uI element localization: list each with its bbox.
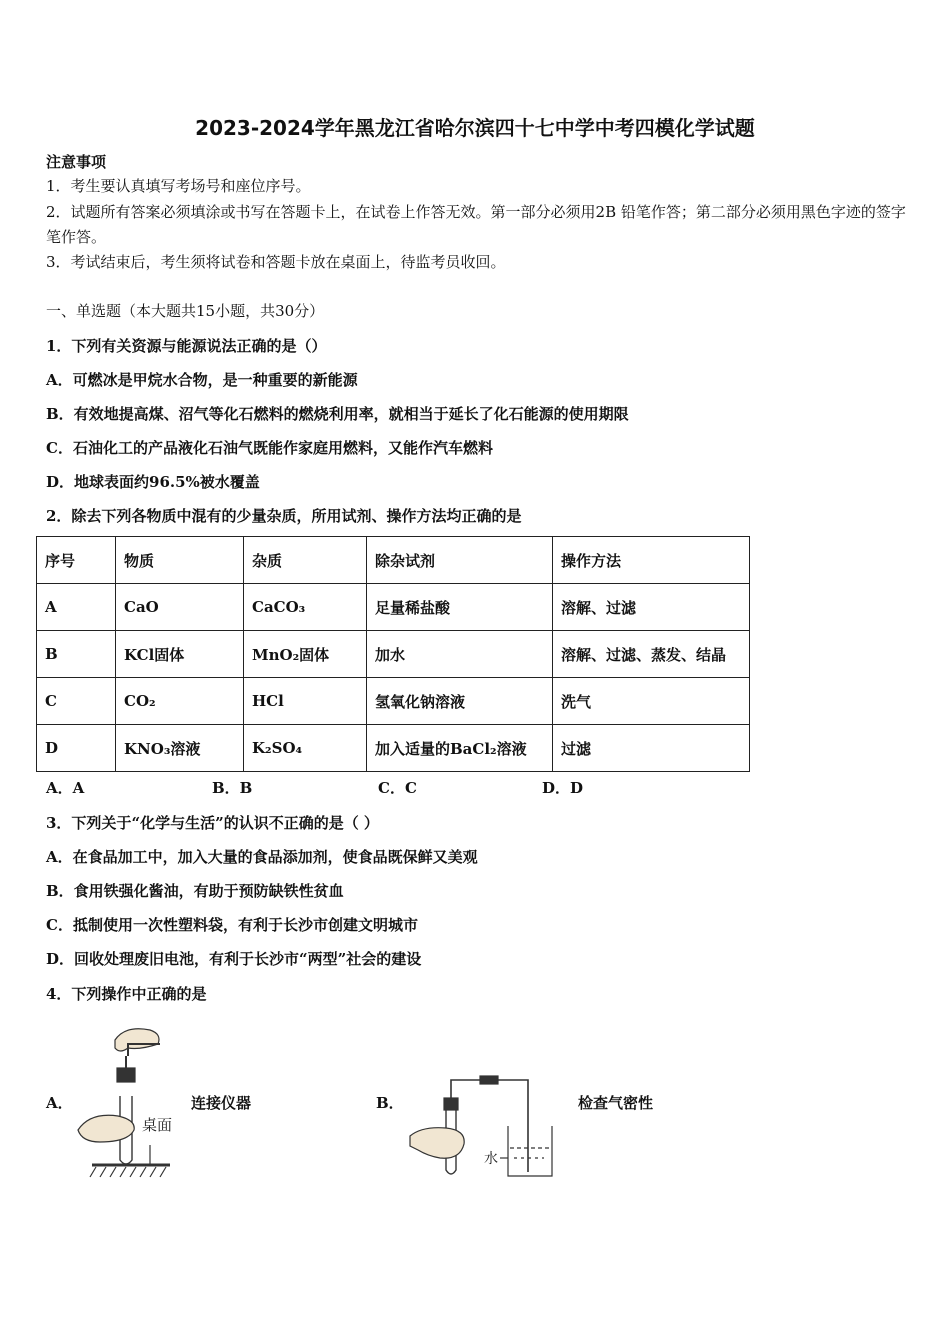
question-2-answer-b: B．B xyxy=(212,779,253,797)
table-cell: 加水 xyxy=(367,631,553,678)
table-header: 除杂试剂 xyxy=(367,537,553,584)
table-row xyxy=(37,631,750,678)
table-cell: 足量稀盐酸 xyxy=(367,584,553,631)
connect-apparatus-figure xyxy=(70,1020,180,1180)
table-cell: 加入适量的BaCl₂溶液 xyxy=(367,725,553,772)
question-1-option-a: A．可燃冰是甲烷水合物，是一种重要的新能源 xyxy=(46,371,358,389)
question-4-option-b-caption: 检查气密性 xyxy=(578,1094,654,1112)
table-row xyxy=(37,678,750,725)
question-4-option-a-caption: 连接仪器 xyxy=(191,1094,252,1112)
table-header: 杂质 xyxy=(244,537,367,584)
table-cell: MnO₂固体 xyxy=(244,631,367,678)
table-row xyxy=(37,725,750,772)
section-heading: 一、单选题（本大题共15小题，共30分） xyxy=(46,302,325,320)
note-item: 2．试题所有答案必须填涂或书写在答题卡上，在试卷上作答无效。第一部分必须用2B 铅笔作答；第二部分必须用黑色字迹的签字笔作答。 xyxy=(46,203,906,246)
table-cell: C xyxy=(37,678,116,725)
water-label: 水 xyxy=(484,1151,498,1167)
question-3-option-a: A．在食品加工中，加入大量的食品添加剂，使食品既保鲜又美观 xyxy=(46,848,478,866)
question-3-stem: 3．下列关于“化学与生活”的认识不正确的是（ ） xyxy=(46,814,379,832)
table-header: 操作方法 xyxy=(553,537,750,584)
question-4-option-b-letter: B． xyxy=(376,1094,404,1112)
table-cell: 洗气 xyxy=(553,678,750,725)
table-header: 物质 xyxy=(116,537,244,584)
table-header: 序号 xyxy=(37,537,116,584)
table-cell: B xyxy=(37,631,116,678)
question-4-stem: 4．下列操作中正确的是 xyxy=(46,985,207,1003)
table-cell: 溶解、过滤 xyxy=(553,584,750,631)
question-2-answer-d: D．D xyxy=(542,779,584,797)
table-cell: K₂SO₄ xyxy=(244,725,367,772)
table-cell: 氢氧化钠溶液 xyxy=(367,678,553,725)
question-1-stem: 1．下列有关资源与能源说法正确的是（） xyxy=(46,337,327,355)
question-4-option-a-letter: A． xyxy=(46,1094,73,1112)
note-item: 1．考生要认真填写考场号和座位序号。 xyxy=(46,177,311,195)
question-2-answer-a: A．A xyxy=(46,779,85,797)
table-cell: D xyxy=(37,725,116,772)
question-3-option-c: C．抵制使用一次性塑料袋，有利于长沙市创建文明城市 xyxy=(46,916,418,934)
question-1-option-b: B．有效地提高煤、沼气等化石燃料的燃烧利用率，就相当于延长了化石能源的使用期限 xyxy=(46,405,629,423)
airtightness-check-figure xyxy=(404,1070,564,1182)
question-3-option-d: D．回收处理废旧电池，有利于长沙市“两型”社会的建设 xyxy=(46,950,422,968)
impurity-table xyxy=(36,536,750,772)
question-3-option-b: B．食用铁强化酱油，有助于预防缺铁性贫血 xyxy=(46,882,344,900)
table-cell: CaO xyxy=(116,584,244,631)
question-1-option-d: D．地球表面约96.5%被水覆盖 xyxy=(46,473,260,491)
table-cell: HCl xyxy=(244,678,367,725)
table-row xyxy=(37,584,750,631)
page-title: 2023-2024学年黑龙江省哈尔滨四十七中学中考四模化学试题 xyxy=(195,116,755,140)
table-cell: 溶解、过滤、蒸发、结晶 xyxy=(553,631,750,678)
question-2-stem: 2．除去下列各物质中混有的少量杂质，所用试剂、操作方法均正确的是 xyxy=(46,507,522,525)
table-cell: KCl固体 xyxy=(116,631,244,678)
table-header-row xyxy=(37,537,750,584)
table-cell: 过滤 xyxy=(553,725,750,772)
table-surface-label: 桌面 xyxy=(142,1116,173,1134)
table-cell: KNO₃溶液 xyxy=(116,725,244,772)
question-1-option-c: C．石油化工的产品液化石油气既能作家庭用燃料，又能作汽车燃料 xyxy=(46,439,493,457)
note-item: 3．考试结束后，考生须将试卷和答题卡放在桌面上，待监考员收回。 xyxy=(46,253,506,271)
table-cell: A xyxy=(37,584,116,631)
table-cell: CO₂ xyxy=(116,678,244,725)
question-2-answer-c: C．C xyxy=(378,779,417,797)
table-cell: CaCO₃ xyxy=(244,584,367,631)
notes-heading: 注意事项 xyxy=(46,153,107,171)
